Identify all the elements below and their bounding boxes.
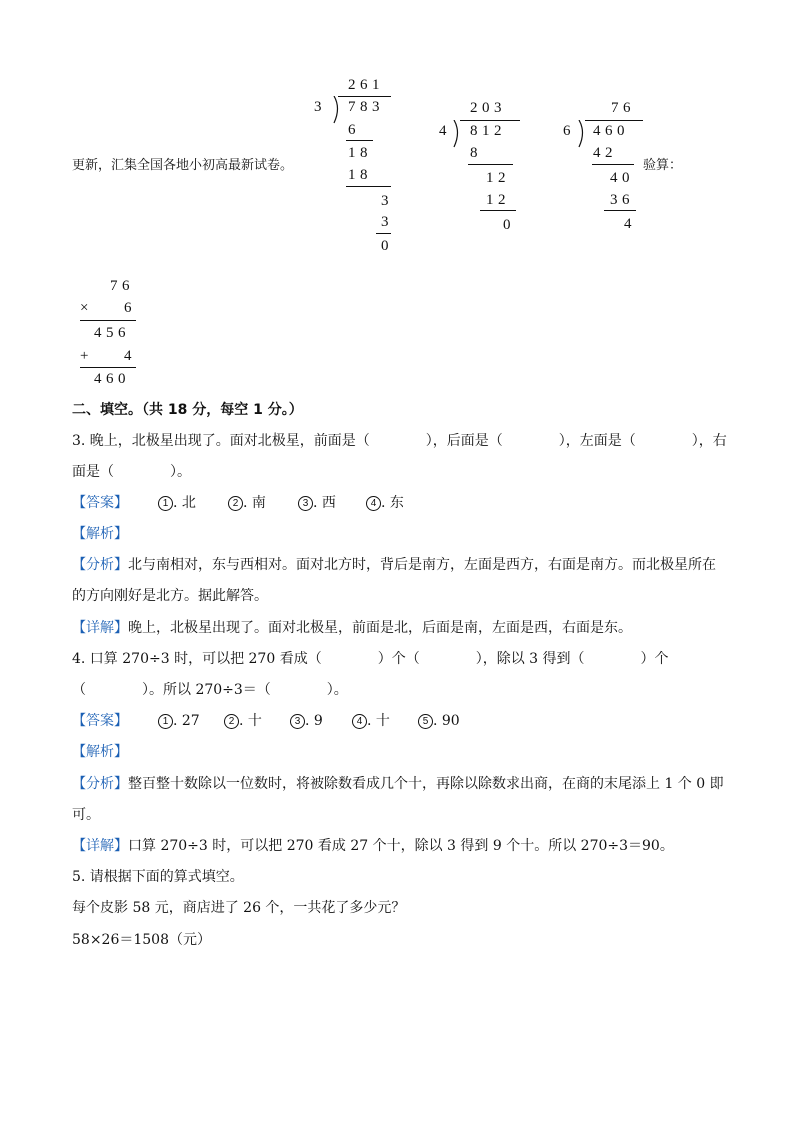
answer-item: 4 . 东: [366, 493, 404, 513]
divisor: 6: [563, 123, 575, 139]
division-bar: [460, 120, 520, 121]
answer-item: 4 . 十: [352, 711, 390, 731]
quotient: 203: [470, 100, 506, 116]
step-line: [346, 140, 373, 141]
question-3-detail: 【详解】晚上，北极星出现了。面对北极星，前面是北，后面是南，左面是西，右面是东。: [72, 620, 632, 636]
divisor: 4: [439, 123, 451, 139]
step: 18: [348, 167, 372, 183]
question-5-line1: 5. 请根据下面的算式填空。: [72, 869, 244, 885]
question-4-analysis-line1: 【分析】整百整十数除以一位数时，将被除数看成几个十，再除以除数求出商，在商的末尾添上 1 个 0 即: [72, 776, 724, 792]
step: 0: [503, 217, 515, 233]
step: 8: [470, 145, 482, 161]
dividend: 460: [593, 123, 629, 139]
step: 40: [610, 170, 634, 186]
step: 3: [381, 193, 393, 209]
divisor: 3: [314, 99, 326, 115]
question-3-line2: 面是（ ）。: [72, 464, 191, 480]
question-4-analysis-line2: 可。: [72, 807, 100, 823]
question-3-analysis-line1: 【分析】北与南相对，东与西相对。面对北方时，背后是南方，左面是西方，右面是南方。而北极星所在: [72, 557, 716, 573]
product-line: [80, 320, 136, 321]
step: 36: [610, 192, 634, 208]
step: 12: [486, 192, 510, 208]
dividend: 783: [348, 99, 384, 115]
division-bar: [338, 96, 391, 97]
section-title: 二、填空。（共 18 分，每空 1 分。）: [72, 402, 303, 418]
quotient: 261: [348, 77, 384, 93]
step: 18: [348, 145, 372, 161]
step: 6: [348, 122, 360, 138]
step-line: [468, 164, 513, 165]
sum-line: [80, 367, 136, 368]
question-5-line3: 58×26＝1508（元）: [72, 932, 211, 948]
step-line: [480, 210, 516, 211]
division-bracket: [452, 120, 462, 148]
question-4-line2: （ ）。所以 270÷3＝（ ）。: [72, 682, 348, 698]
division-bracket: [577, 120, 587, 148]
answer-item: 1 . 27: [158, 711, 200, 731]
question-5-line2: 每个皮影 58 元，商店进了 26 个，一共花了多少元？: [72, 900, 406, 916]
question-4-line1: 4. 口算 270÷3 时，可以把 270 看成（ ）个（ ），除以 3 得到（ ）个: [72, 651, 669, 667]
answer-item: 2 . 南: [228, 493, 266, 513]
step: 4: [624, 216, 636, 232]
step: 3: [381, 214, 393, 230]
answer-item: 1 . 北: [158, 493, 196, 513]
question-4-detail: 【详解】口算 270÷3 时，可以把 270 看成 27 个十，除以 3 得到 9 个十。所以 270÷3＝90。: [72, 838, 674, 854]
plus-sign: +: [80, 348, 93, 364]
times-sign: ×: [80, 300, 93, 316]
step-line: [346, 186, 391, 187]
step: 42: [593, 145, 617, 161]
dividend: 812: [470, 123, 506, 139]
step-line: [376, 233, 391, 234]
step: 12: [486, 170, 510, 186]
answer-item: 2 . 十: [224, 711, 262, 731]
check-label: 验算：: [643, 158, 683, 173]
quotient: 76: [611, 100, 635, 116]
sidebar-text: 更新，汇集全国各地小初高最新试卷。: [72, 158, 294, 173]
addend: 4: [124, 348, 136, 364]
jiexi-label: 【解析】: [72, 744, 128, 760]
product: 456: [94, 325, 130, 341]
step-line: [592, 164, 634, 165]
division-bracket: [332, 96, 342, 124]
answer-item: 5 . 90: [418, 711, 460, 731]
step-line: [604, 210, 636, 211]
question-3-line1: 3. 晚上，北极星出现了。面对北极星，前面是（ ），后面是（ ），左面是（ ），右: [72, 433, 727, 449]
answer-label: 【答案】: [72, 495, 128, 511]
factor-bottom: 6: [124, 300, 136, 316]
answer-item: 3 . 西: [298, 493, 336, 513]
result: 460: [94, 371, 130, 387]
jiexi-label: 【解析】: [72, 526, 128, 542]
question-3-analysis-line2: 的方向刚好是北方。据此解答。: [72, 588, 268, 604]
answer-item: 3 . 9: [290, 711, 323, 731]
division-bar: [585, 120, 643, 121]
step: 0: [381, 238, 393, 254]
factor-top: 76: [110, 278, 134, 294]
answer-label: 【答案】: [72, 713, 128, 729]
